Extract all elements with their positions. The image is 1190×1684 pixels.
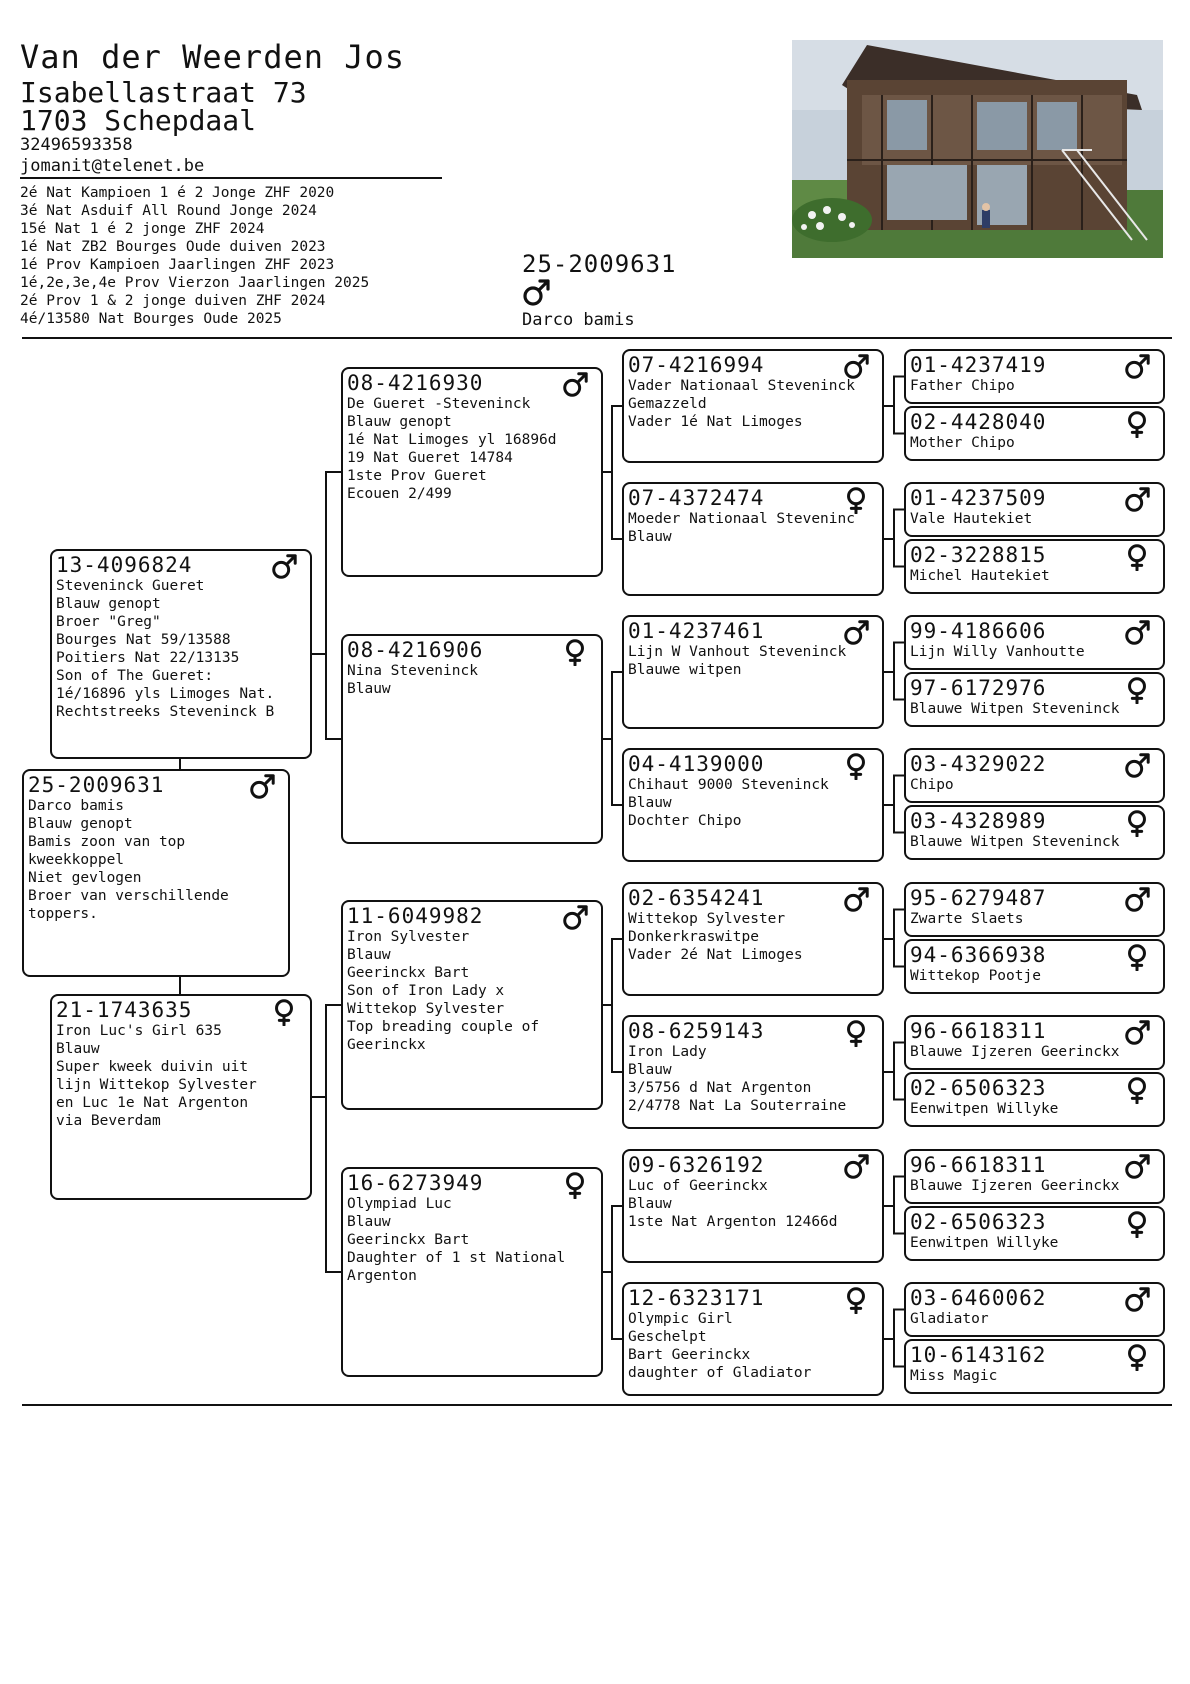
pigeon-details bbox=[628, 643, 846, 679]
pedigree-card-great-grandparent[interactable] bbox=[622, 1015, 884, 1129]
detail-line: Eenwitpen Willyke bbox=[910, 1101, 1059, 1117]
owner-street: Isabellastraat 73 bbox=[20, 76, 307, 109]
detail-line: Blauw bbox=[347, 947, 391, 963]
owner-phone: 32496593358 bbox=[20, 135, 133, 155]
detail-line: Gemazzeld bbox=[628, 396, 707, 412]
pigeon-details bbox=[910, 434, 1015, 452]
ring-number: 95-6279487 bbox=[910, 886, 1047, 910]
detail-line: Blauw bbox=[628, 1062, 672, 1078]
detail-line: Broer van verschillende bbox=[28, 888, 229, 904]
detail-line: 1é/16896 yls Limoges Nat. bbox=[56, 686, 275, 702]
detail-line: 1ste Prov Gueret bbox=[347, 468, 487, 484]
pigeon-details bbox=[628, 1177, 838, 1231]
detail-line: Niet gevlogen bbox=[28, 870, 142, 886]
ring-number: 01-4237509 bbox=[910, 486, 1047, 510]
detail-line: Chipo bbox=[910, 777, 954, 793]
pigeon-details bbox=[910, 510, 1032, 528]
detail-line: Blauw bbox=[56, 1041, 100, 1057]
detail-line: lijn Wittekop Sylvester bbox=[56, 1077, 257, 1093]
detail-line: Broer "Greg" bbox=[56, 614, 161, 630]
male-symbol-icon bbox=[561, 371, 591, 401]
pigeon-details bbox=[628, 776, 829, 830]
female-symbol-icon bbox=[842, 1286, 872, 1316]
pedigree-card-great-great-grandparent[interactable] bbox=[904, 482, 1165, 537]
detail-line: Gladiator bbox=[910, 1311, 989, 1327]
male-symbol-icon bbox=[1123, 619, 1153, 649]
pigeon-details bbox=[910, 643, 1085, 661]
ring-number: 03-4329022 bbox=[910, 752, 1047, 776]
pedigree-card-great-grandparent[interactable] bbox=[622, 349, 884, 463]
achievement-item: 15é Nat 1 é 2 jonge ZHF 2024 bbox=[20, 221, 265, 237]
pedigree-card-great-grandparent[interactable] bbox=[622, 1282, 884, 1396]
pedigree-card-great-great-grandparent[interactable] bbox=[904, 1015, 1165, 1070]
pedigree-card-great-grandparent[interactable] bbox=[622, 1149, 884, 1263]
detail-line: Blauwe Ijzeren Geerinckx bbox=[910, 1044, 1120, 1060]
ring-number: 03-6460062 bbox=[910, 1286, 1047, 1310]
pigeon-details bbox=[628, 910, 803, 964]
pigeon-details bbox=[910, 1367, 997, 1385]
female-symbol-icon bbox=[1123, 1343, 1153, 1373]
pedigree-card-grandparent[interactable] bbox=[341, 1167, 603, 1377]
ring-number: 10-6143162 bbox=[910, 1343, 1047, 1367]
pedigree-card-dam[interactable] bbox=[50, 994, 312, 1200]
detail-line: Darco bamis bbox=[28, 798, 125, 814]
detail-line: Vader 2é Nat Limoges bbox=[628, 947, 803, 963]
detail-line: Dochter Chipo bbox=[628, 813, 742, 829]
pedigree-card-grandparent[interactable] bbox=[341, 367, 603, 577]
subject-ring-number: 25-2009631 bbox=[522, 250, 677, 278]
achievement-item: 4é/13580 Nat Bourges Oude 2025 bbox=[20, 311, 282, 327]
detail-line: Geschelpt bbox=[628, 1329, 707, 1345]
pigeon-details bbox=[910, 377, 1015, 395]
detail-line: 3/5756 d Nat Argenton bbox=[628, 1080, 812, 1096]
detail-line: Blauw genopt bbox=[347, 414, 452, 430]
detail-line: Rechtstreeks Steveninck B bbox=[56, 704, 275, 720]
detail-line: Eenwitpen Willyke bbox=[910, 1235, 1059, 1251]
detail-line: Mother Chipo bbox=[910, 435, 1015, 451]
ring-number: 08-6259143 bbox=[628, 1019, 765, 1043]
owner-name: Van der Weerden Jos bbox=[20, 38, 406, 76]
male-symbol-icon bbox=[842, 619, 872, 649]
owner-city: 1703 Schepdaal bbox=[20, 104, 257, 137]
pigeon-details bbox=[347, 662, 478, 698]
pedigree-card-subject[interactable] bbox=[22, 769, 290, 977]
female-symbol-icon bbox=[1123, 1210, 1153, 1240]
detail-line: Iron Luc's Girl 635 bbox=[56, 1023, 222, 1039]
detail-line: Chihaut 9000 Steveninck bbox=[628, 777, 829, 793]
detail-line: Wittekop Pootje bbox=[910, 968, 1041, 984]
detail-line: 1é Nat Limoges yl 16896d bbox=[347, 432, 557, 448]
ring-number: 11-6049982 bbox=[347, 904, 484, 928]
detail-line: Blauw bbox=[347, 681, 391, 697]
female-symbol-icon bbox=[1123, 943, 1153, 973]
detail-line: Geerinckx Bart bbox=[347, 965, 470, 981]
pedigree-card-great-grandparent[interactable] bbox=[622, 882, 884, 996]
male-symbol-icon bbox=[842, 353, 872, 383]
detail-line: Geerinckx Bart bbox=[347, 1232, 470, 1248]
detail-line: Bourges Nat 59/13588 bbox=[56, 632, 231, 648]
pigeon-details bbox=[628, 510, 855, 546]
subject-name: Darco bamis bbox=[522, 310, 635, 330]
ring-number: 01-4237461 bbox=[628, 619, 765, 643]
female-symbol-icon bbox=[1123, 410, 1153, 440]
male-symbol-icon bbox=[1123, 353, 1153, 383]
female-symbol-icon bbox=[561, 1171, 591, 1201]
ring-number: 02-6506323 bbox=[910, 1076, 1047, 1100]
detail-line: Blauwe Witpen Steveninck bbox=[910, 834, 1120, 850]
detail-line: Lijn W Vanhout Steveninck bbox=[628, 644, 847, 660]
pedigree-card-great-great-grandparent[interactable] bbox=[904, 1072, 1165, 1127]
pigeon-details bbox=[347, 928, 539, 1054]
pigeon-details bbox=[910, 833, 1120, 851]
ring-number: 96-6618311 bbox=[910, 1153, 1047, 1177]
detail-line: daughter of Gladiator bbox=[628, 1365, 812, 1381]
detail-line: Wittekop Sylvester bbox=[347, 1001, 505, 1017]
detail-line: Bamis zoon van top bbox=[28, 834, 186, 850]
ring-number: 02-6506323 bbox=[910, 1210, 1047, 1234]
male-symbol-icon bbox=[842, 886, 872, 916]
ring-number: 04-4139000 bbox=[628, 752, 765, 776]
pigeon-details bbox=[910, 1310, 989, 1328]
ring-number: 01-4237419 bbox=[910, 353, 1047, 377]
detail-line: en Luc 1e Nat Argenton bbox=[56, 1095, 249, 1111]
detail-line: Wittekop Sylvester bbox=[628, 911, 786, 927]
detail-line: Iron Lady bbox=[628, 1044, 707, 1060]
ring-number: 09-6326192 bbox=[628, 1153, 765, 1177]
female-symbol-icon bbox=[842, 1019, 872, 1049]
detail-line: 1ste Nat Argenton 12466d bbox=[628, 1214, 838, 1230]
ring-number: 16-6273949 bbox=[347, 1171, 484, 1195]
detail-line: via Beverdam bbox=[56, 1113, 161, 1129]
pigeon-details bbox=[910, 776, 954, 794]
pedigree-card-great-great-grandparent[interactable] bbox=[904, 1149, 1165, 1204]
pedigree-card-great-grandparent[interactable] bbox=[622, 748, 884, 862]
achievement-item: 1é,2e,3e,4e Prov Vierzon Jaarlingen 2025 bbox=[20, 275, 370, 291]
pedigree-card-great-great-grandparent[interactable] bbox=[904, 939, 1165, 994]
pigeon-details bbox=[28, 797, 229, 923]
detail-line: Olympiad Luc bbox=[347, 1196, 452, 1212]
detail-line: Nina Steveninck bbox=[347, 663, 478, 679]
pigeon-details bbox=[628, 1310, 811, 1382]
pigeon-details bbox=[347, 395, 557, 503]
female-symbol-icon bbox=[270, 998, 300, 1028]
detail-line: Son of Iron Lady x bbox=[347, 983, 505, 999]
female-symbol-icon bbox=[1123, 543, 1153, 573]
pigeon-details bbox=[628, 1043, 846, 1115]
ring-number: 21-1743635 bbox=[56, 998, 193, 1022]
detail-line: Bart Geerinckx bbox=[628, 1347, 751, 1363]
pigeon-details bbox=[910, 1234, 1058, 1252]
female-symbol-icon bbox=[1123, 809, 1153, 839]
detail-line: Michel Hautekiet bbox=[910, 568, 1050, 584]
pedigree-card-great-great-grandparent[interactable] bbox=[904, 349, 1165, 404]
achievement-item: 2é Nat Kampioen 1 é 2 Jonge ZHF 2020 bbox=[20, 185, 335, 201]
ring-number: 99-4186606 bbox=[910, 619, 1047, 643]
detail-line: Blauwe Ijzeren Geerinckx bbox=[910, 1178, 1120, 1194]
detail-line: 2/4778 Nat La Souterraine bbox=[628, 1098, 847, 1114]
detail-line: Moeder Nationaal Steveninc bbox=[628, 511, 855, 527]
ring-number: 02-4428040 bbox=[910, 410, 1047, 434]
detail-line: toppers. bbox=[28, 906, 98, 922]
pedigree-card-great-great-grandparent[interactable] bbox=[904, 1339, 1165, 1394]
detail-line: Blauwe Witpen Steveninck bbox=[910, 701, 1120, 717]
detail-line: Olympic Girl bbox=[628, 1311, 733, 1327]
pedigree-card-great-great-grandparent[interactable] bbox=[904, 882, 1165, 937]
pedigree-card-great-great-grandparent[interactable] bbox=[904, 539, 1165, 594]
male-symbol-icon bbox=[270, 553, 300, 583]
detail-line: Iron Sylvester bbox=[347, 929, 470, 945]
pedigree-card-great-great-grandparent[interactable] bbox=[904, 406, 1165, 461]
ring-number: 96-6618311 bbox=[910, 1019, 1047, 1043]
pigeon-details bbox=[910, 910, 1024, 928]
pedigree-card-grandparent[interactable] bbox=[341, 634, 603, 844]
male-symbol-icon bbox=[1123, 1286, 1153, 1316]
detail-line: kweekkoppel bbox=[28, 852, 125, 868]
ring-number: 12-6323171 bbox=[628, 1286, 765, 1310]
female-symbol-icon bbox=[1123, 1076, 1153, 1106]
detail-line: Daughter of 1 st National bbox=[347, 1250, 566, 1266]
detail-line: Top breading couple of bbox=[347, 1019, 540, 1035]
detail-line: Blauw genopt bbox=[28, 816, 133, 832]
detail-line: Son of The Gueret: bbox=[56, 668, 214, 684]
achievement-item: 1é Nat ZB2 Bourges Oude duiven 2023 bbox=[20, 239, 326, 255]
pedigree-card-grandparent[interactable] bbox=[341, 900, 603, 1110]
detail-line: Lijn Willy Vanhoutte bbox=[910, 644, 1085, 660]
owner-email[interactable]: jomanit@telenet.be bbox=[20, 156, 205, 176]
male-symbol-icon bbox=[842, 1153, 872, 1183]
female-symbol-icon bbox=[1123, 676, 1153, 706]
pigeon-details bbox=[56, 1022, 257, 1130]
ring-number: 07-4372474 bbox=[628, 486, 765, 510]
detail-line: Vale Hautekiet bbox=[910, 511, 1033, 527]
ring-number: 25-2009631 bbox=[28, 773, 165, 797]
pedigree-card-great-great-grandparent[interactable] bbox=[904, 1282, 1165, 1337]
detail-line: Father Chipo bbox=[910, 378, 1015, 394]
ring-number: 13-4096824 bbox=[56, 553, 193, 577]
ring-number: 02-6354241 bbox=[628, 886, 765, 910]
male-symbol-icon bbox=[561, 904, 591, 934]
detail-line: Blauw genopt bbox=[56, 596, 161, 612]
male-symbol-icon bbox=[1123, 752, 1153, 782]
female-symbol-icon bbox=[842, 752, 872, 782]
pedigree-card-great-great-grandparent[interactable] bbox=[904, 748, 1165, 803]
ring-number: 07-4216994 bbox=[628, 353, 765, 377]
pigeon-details bbox=[910, 700, 1120, 718]
male-symbol-icon bbox=[1123, 1019, 1153, 1049]
pigeon-details bbox=[910, 1177, 1120, 1195]
pedigree-card-great-great-grandparent[interactable] bbox=[904, 672, 1165, 727]
pigeon-details bbox=[910, 967, 1041, 985]
ring-number: 97-6172976 bbox=[910, 676, 1047, 700]
male-symbol-icon bbox=[1123, 886, 1153, 916]
detail-line: Blauw bbox=[628, 795, 672, 811]
ring-number: 03-4328989 bbox=[910, 809, 1047, 833]
detail-line: De Gueret -Steveninck bbox=[347, 396, 531, 412]
detail-line: Poitiers Nat 22/13135 bbox=[56, 650, 240, 666]
pigeon-details bbox=[910, 567, 1050, 585]
pedigree-card-great-great-grandparent[interactable] bbox=[904, 1206, 1165, 1261]
male-symbol-icon bbox=[248, 773, 278, 803]
pedigree-card-great-grandparent[interactable] bbox=[622, 615, 884, 729]
ring-number: 94-6366938 bbox=[910, 943, 1047, 967]
male-symbol-icon bbox=[1123, 486, 1153, 516]
detail-line: Vader Nationaal Steveninck bbox=[628, 378, 855, 394]
pigeon-details bbox=[628, 377, 855, 431]
detail-line: Blauwe witpen bbox=[628, 662, 742, 678]
detail-line: Steveninck Gueret bbox=[56, 578, 205, 594]
pedigree-card-great-great-grandparent[interactable] bbox=[904, 805, 1165, 860]
female-symbol-icon bbox=[561, 638, 591, 668]
detail-line: 19 Nat Gueret 14784 bbox=[347, 450, 513, 466]
pigeon-details bbox=[910, 1100, 1058, 1118]
female-symbol-icon bbox=[842, 486, 872, 516]
detail-line: Blauw bbox=[628, 1196, 672, 1212]
detail-line: Blauw bbox=[628, 529, 672, 545]
male-symbol-icon bbox=[1123, 1153, 1153, 1183]
pigeon-details bbox=[56, 577, 274, 721]
detail-line: Super kweek duivin uit bbox=[56, 1059, 249, 1075]
detail-line: Luc of Geerinckx bbox=[628, 1178, 768, 1194]
pedigree-card-great-grandparent[interactable] bbox=[622, 482, 884, 596]
detail-line: Blauw bbox=[347, 1214, 391, 1230]
achievement-item: 3é Nat Asduif All Round Jonge 2024 bbox=[20, 203, 317, 219]
ring-number: 08-4216930 bbox=[347, 371, 484, 395]
detail-line: Zwarte Slaets bbox=[910, 911, 1024, 927]
pedigree-card-great-great-grandparent[interactable] bbox=[904, 615, 1165, 670]
pigeon-details bbox=[910, 1043, 1120, 1061]
ring-number: 02-3228815 bbox=[910, 543, 1047, 567]
detail-line: Donkerkraswitpe bbox=[628, 929, 759, 945]
detail-line: Ecouen 2/499 bbox=[347, 486, 452, 502]
ring-number: 08-4216906 bbox=[347, 638, 484, 662]
detail-line: Vader 1é Nat Limoges bbox=[628, 414, 803, 430]
detail-line: Geerinckx bbox=[347, 1037, 426, 1053]
detail-line: Argenton bbox=[347, 1268, 417, 1284]
achievement-item: 1é Prov Kampioen Jaarlingen ZHF 2023 bbox=[20, 257, 335, 273]
pedigree-card-sire[interactable] bbox=[50, 549, 312, 759]
pigeon-details bbox=[347, 1195, 565, 1285]
detail-line: Miss Magic bbox=[910, 1368, 998, 1384]
achievement-item: 2é Prov 1 & 2 jonge duiven ZHF 2024 bbox=[20, 293, 326, 309]
